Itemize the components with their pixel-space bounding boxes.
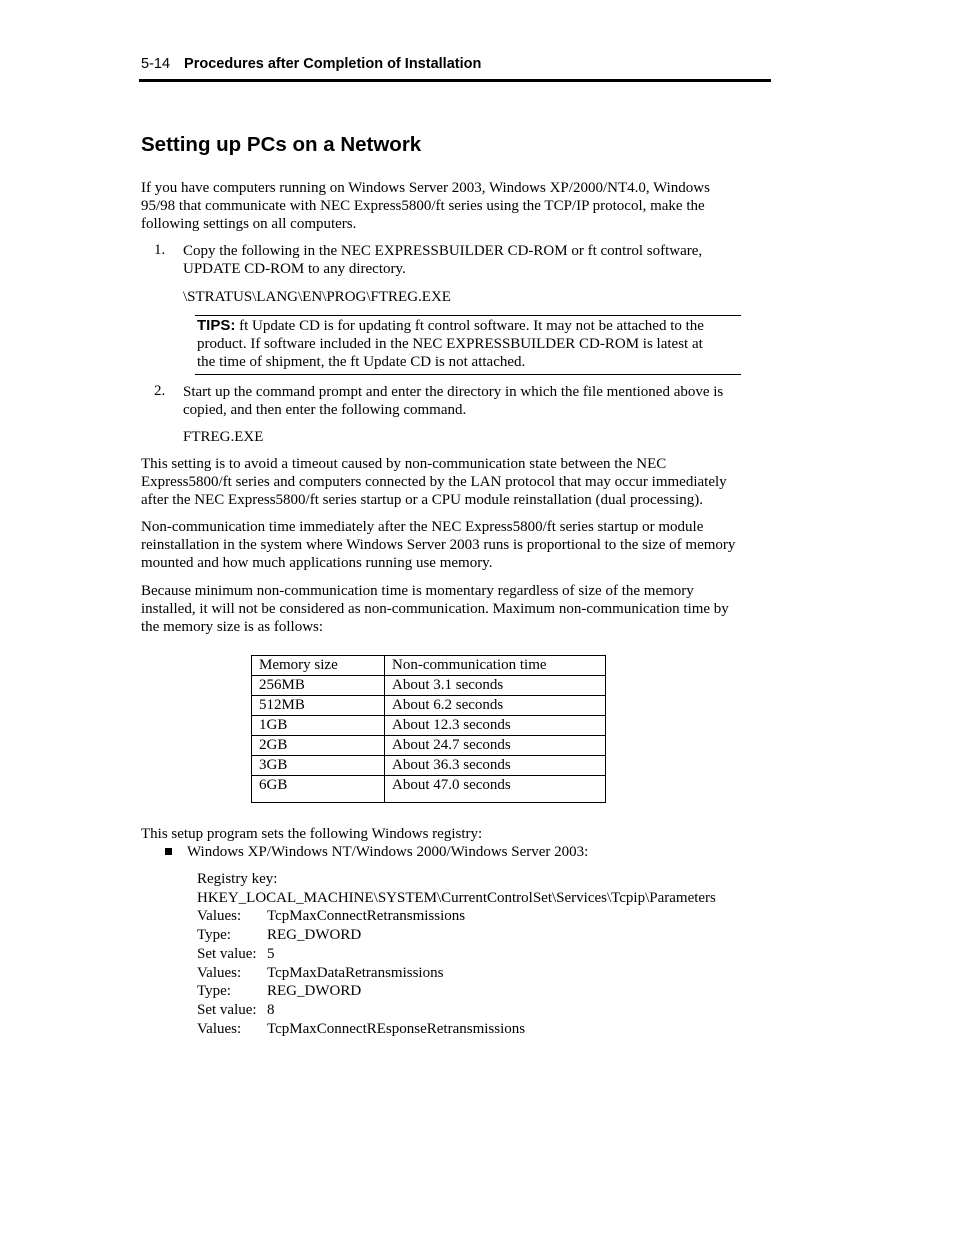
- registry-block: [197, 870, 716, 1038]
- registry-entry: [197, 982, 716, 1001]
- step-line: copied, and then enter the following command.: [183, 402, 467, 419]
- entry-label: Values:: [197, 964, 242, 981]
- table-cell: About 36.3 seconds: [385, 756, 606, 776]
- entry-value: 5: [267, 945, 275, 962]
- entry-value: TcpMaxConnectREsponseRetransmissions: [267, 1020, 526, 1037]
- entry-label: Set value:: [197, 1001, 257, 1018]
- step-text: [183, 242, 763, 278]
- registry-intro: This setup program sets the following Windows registry:: [141, 826, 483, 842]
- table-cell: About 3.1 seconds: [385, 676, 606, 696]
- memory-time-table: [251, 655, 606, 803]
- entry-label: Type:: [197, 927, 231, 944]
- header-rule: [139, 79, 771, 82]
- intro-line: If you have computers running on Windows Server 2003, Windows XP/2000/NT4.0, Windows: [141, 180, 710, 196]
- registry-key-path: HKEY_LOCAL_MACHINE\SYSTEM\CurrentControlSet\Services\Tcpip\Parameters: [197, 889, 716, 906]
- table-header-row: [252, 656, 606, 676]
- table-row: [252, 716, 606, 736]
- registry-key-label: Registry key:: [197, 871, 278, 887]
- table-cell: 2GB: [252, 736, 385, 756]
- paragraph-line: installed, it will not be considered as non-communication. Maximum non-communication time by: [141, 601, 729, 618]
- paragraph-line: after the NEC Express5800/ft series startup or a CPU module reinstallation (dual processing).: [141, 492, 703, 509]
- registry-entry: [197, 964, 716, 983]
- square-bullet-icon: [165, 848, 172, 855]
- table-cell: 512MB: [252, 696, 385, 716]
- running-header: [141, 56, 481, 72]
- tips-line: product. If software included in the NEC EXPRESSBUILDER CD-ROM is latest at: [197, 336, 703, 353]
- intro-paragraph: [141, 179, 766, 234]
- table-header-cell: Non-communication time: [385, 656, 606, 676]
- paragraph-line: the memory size is as follows:: [141, 619, 324, 636]
- table-cell: 256MB: [252, 676, 385, 696]
- file-path: \STRATUS\LANG\EN\PROG\FTREG.EXE: [183, 289, 451, 305]
- table-cell: 6GB: [252, 776, 385, 803]
- paragraph-line: mounted and how much applications running use memory.: [141, 555, 493, 572]
- entry-value: REG_DWORD: [267, 927, 362, 944]
- table-cell: About 24.7 seconds: [385, 736, 606, 756]
- registry-entry: [197, 907, 716, 926]
- registry-entry: [197, 945, 716, 964]
- entry-label: Set value:: [197, 945, 257, 962]
- entry-label: Values:: [197, 1020, 242, 1037]
- table-row: [252, 776, 606, 803]
- tips-box: [195, 315, 741, 375]
- page-number: 5-14: [141, 56, 171, 72]
- chapter-title: Procedures after Completion of Installation: [184, 56, 482, 72]
- table-cell: About 47.0 seconds: [385, 776, 606, 803]
- intro-line: 95/98 that communicate with NEC Express5800/ft series using the TCP/IP protocol, make the: [141, 198, 705, 215]
- registry-entry: [197, 926, 716, 945]
- step-number: 2.: [154, 383, 166, 399]
- entry-value: 8: [267, 1001, 275, 1018]
- step-line: Copy the following in the NEC EXPRESSBUILDER CD-ROM or ft control software,: [183, 243, 703, 259]
- paragraph-line: reinstallation in the system where Windows Server 2003 runs is proportional to the size of memory: [141, 537, 736, 554]
- paragraph-line: This setting is to avoid a timeout caused by non-communication state between the NEC: [141, 456, 667, 472]
- table-cell: 1GB: [252, 716, 385, 736]
- table-header-cell: Memory size: [252, 656, 385, 676]
- tips-line: the time of shipment, the ft Update CD is not attached.: [197, 354, 526, 371]
- step-text: [183, 383, 763, 419]
- step-line: Start up the command prompt and enter the directory in which the file mentioned above is: [183, 384, 724, 400]
- intro-line: following settings on all computers.: [141, 216, 357, 233]
- paragraph-line: Express5800/ft series and computers connected by the LAN protocol that may occur immediately: [141, 474, 727, 491]
- bullet-text: Windows XP/Windows NT/Windows 2000/Windows Server 2003:: [187, 844, 589, 860]
- tips-line: ft Update CD is for updating ft control software. It may not be attached to the: [235, 318, 704, 334]
- table-row: [252, 736, 606, 756]
- table-cell: About 12.3 seconds: [385, 716, 606, 736]
- table-cell: 3GB: [252, 756, 385, 776]
- table-cell: About 6.2 seconds: [385, 696, 606, 716]
- step-line: UPDATE CD-ROM to any directory.: [183, 261, 406, 278]
- entry-value: TcpMaxConnectRetransmissions: [267, 908, 466, 925]
- section-title: Setting up PCs on a Network: [141, 133, 422, 156]
- registry-entry: [197, 1001, 716, 1020]
- entry-label: Values:: [197, 908, 242, 925]
- paragraph-line: Non-communication time immediately after the NEC Express5800/ft series startup or module: [141, 519, 704, 535]
- entry-label: Type:: [197, 983, 231, 1000]
- entry-value: REG_DWORD: [267, 983, 362, 1000]
- paragraph-line: Because minimum non-communication time is momentary regardless of size of the memory: [141, 583, 694, 599]
- step-number: 1.: [154, 242, 166, 258]
- entry-value: TcpMaxDataRetransmissions: [267, 964, 444, 981]
- table-row: [252, 756, 606, 776]
- registry-entry: [197, 1020, 716, 1039]
- table-row: [252, 696, 606, 716]
- tips-label: TIPS:: [197, 317, 236, 334]
- body-paragraph: [141, 518, 771, 573]
- command: FTREG.EXE: [183, 429, 264, 445]
- table-row: [252, 676, 606, 696]
- body-paragraph: [141, 582, 771, 637]
- body-paragraph: [141, 455, 766, 510]
